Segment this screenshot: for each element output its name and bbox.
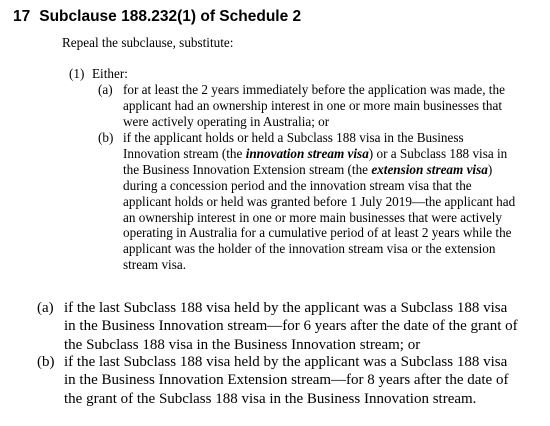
paragraph-label: (a) [98, 82, 113, 97]
paragraph-b-large [37, 353, 544, 408]
paragraph-line: applicant was the holder of the innovation stream visa or the extension [123, 241, 496, 257]
paragraph-label: (a) [37, 300, 54, 316]
text-fragment: ) or a Subclass 188 visa in [368, 145, 508, 161]
paragraph-line: if the last Subclass 188 visa held by the applicant was a Subclass 188 visa [64, 300, 508, 316]
paragraph-line: an ownership interest in one or more main businesses that were actively [123, 209, 503, 225]
defined-term: innovation stream visa [245, 145, 369, 161]
defined-term: extension stream visa [371, 161, 488, 177]
item-title: Subclause 188.232(1) of Schedule 2 [39, 8, 302, 25]
text-fragment: Innovation stream (the [123, 145, 246, 161]
paragraph-line: during a concession period and the innovation stream visa that the [123, 177, 472, 193]
paragraph-line: in the Business Innovation Extension stream—for 8 years after the date of [64, 372, 509, 389]
paragraph-line: applicant had an ownership interest in one or more main businesses that [123, 97, 503, 113]
subclause-1 [69, 66, 128, 82]
subclause-text: Either: [92, 66, 128, 81]
paragraph-label: (b) [37, 354, 55, 370]
paragraph-line: applicant holds or held was granted before 1 July 2019—the applicant had [123, 193, 516, 209]
amendment-heading [13, 7, 301, 27]
paragraph-label: (b) [98, 130, 114, 145]
text-fragment: ) [487, 161, 493, 177]
paragraph-a-large [37, 299, 544, 354]
paragraph-line: for at least the 2 years immediately before the application was made, the [123, 82, 505, 97]
amending-instruction: Repeal the subclause, substitute: [62, 35, 234, 50]
paragraph-line: if the last Subclass 188 visa held by the applicant was a Subclass 188 visa [64, 354, 508, 370]
paragraph-a-small [98, 82, 548, 130]
paragraph-line: in the Business Innovation stream—for 6 years after the date of the grant of [64, 318, 518, 335]
paragraph-line [123, 162, 548, 178]
paragraph-line: stream visa. [123, 257, 186, 273]
paragraph-line: operating in Australia for a cumulative period of at least 2 years while the [123, 225, 512, 241]
paragraph-line: the Subclass 188 visa in the Business Innovation stream; or [64, 336, 421, 353]
paragraph-line: were actively operating in Australia; or [123, 113, 330, 129]
item-number: 17 [13, 8, 31, 25]
text-fragment: the Business Innovation Extension stream (the [123, 161, 372, 177]
subclause-label: (1) [69, 66, 85, 81]
paragraph-line: if the applicant holds or held a Subclass 188 visa in the Business [123, 130, 464, 145]
paragraph-line [123, 146, 548, 162]
paragraph-line: the grant of the Subclass 188 visa in the Business Innovation stream. [64, 390, 477, 407]
paragraph-b-small [98, 130, 548, 273]
